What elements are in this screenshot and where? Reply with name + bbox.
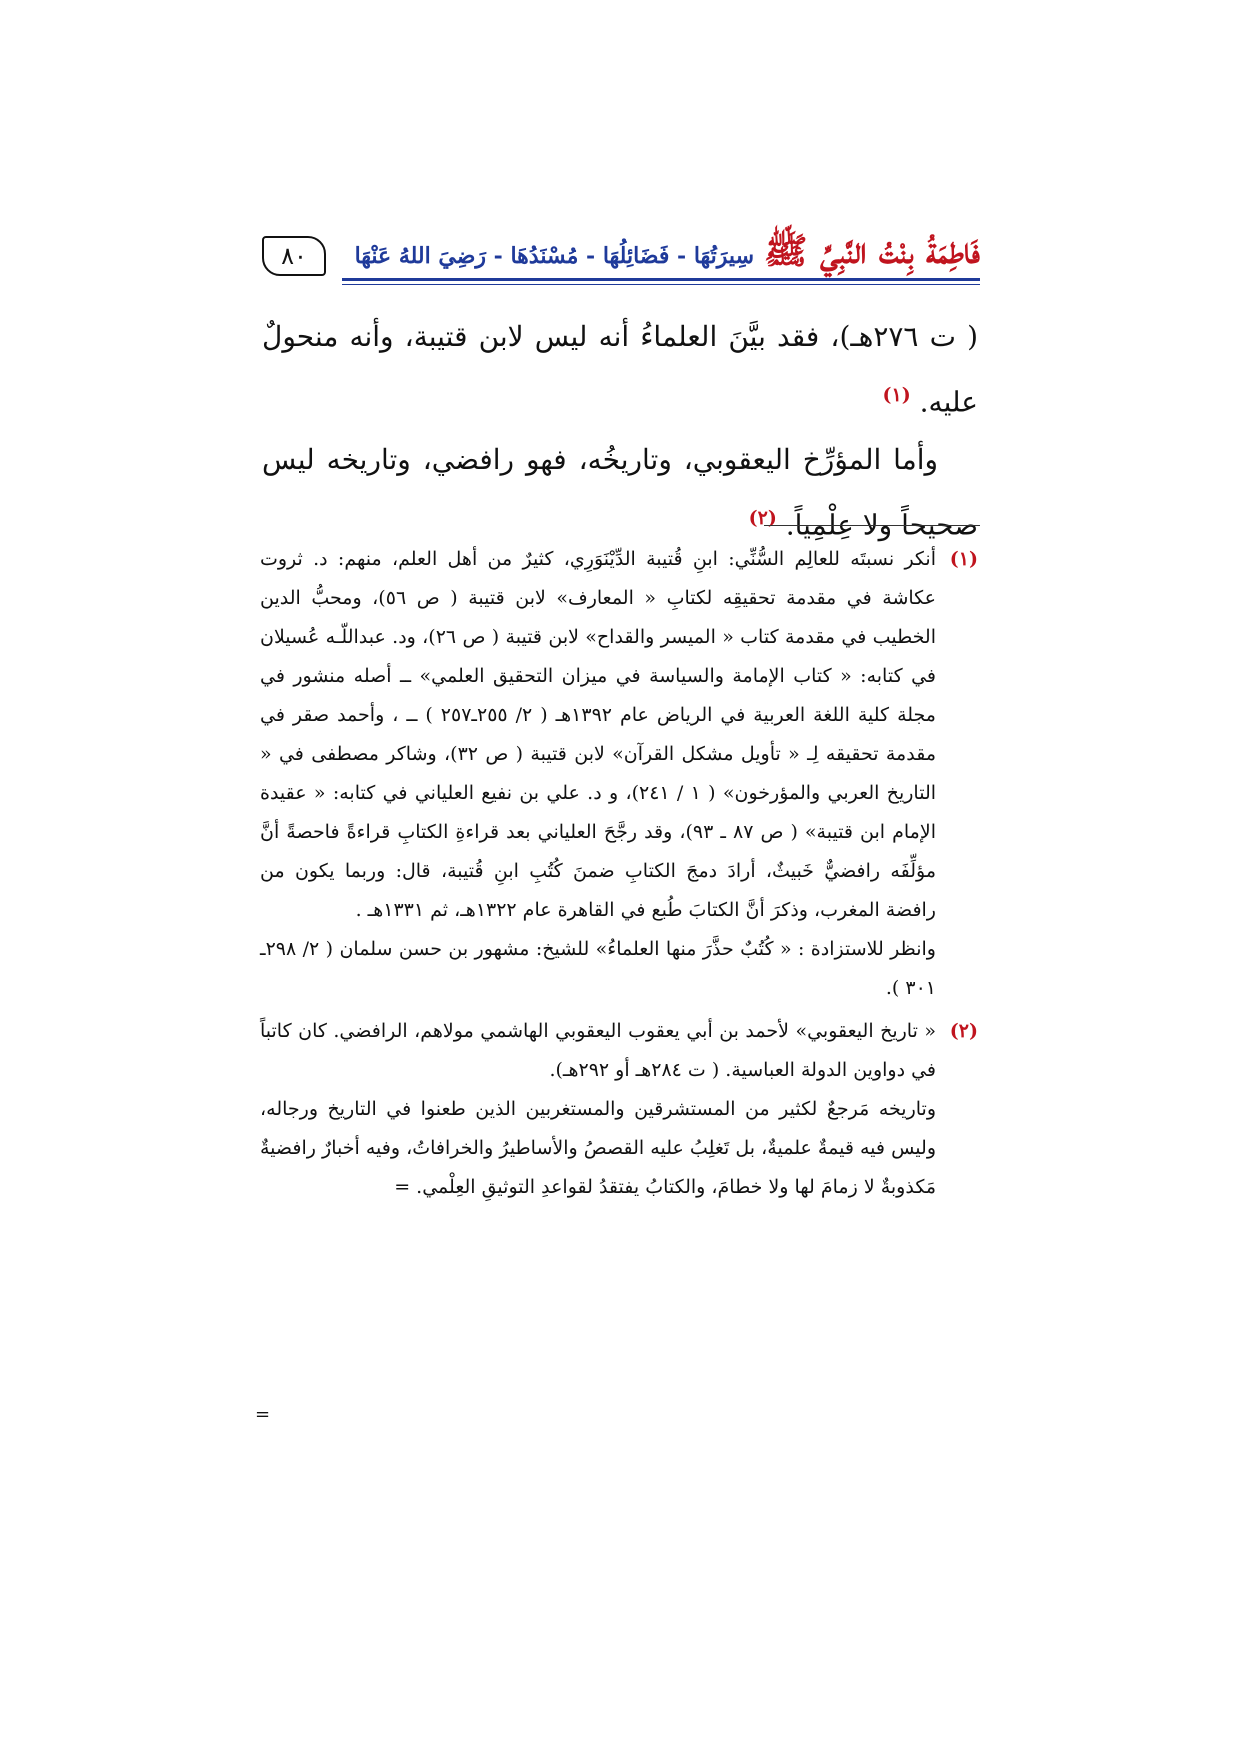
- footnote-reference[interactable]: (٢): [748, 507, 777, 530]
- footnote-paragraph: وتاريخه مَرجعٌ لكثير من المستشرقين والمستغربين الذين طعنوا في التاريخ ورجاله، وليس فيه قيمةٌ علميةٌ، بل تَغلِبُ عليه القصصُ والأساطيرُ والخرافاتُ، وفيه أخبارٌ رافضيةٌ مَكذوبةٌ لا زمامَ لها ولا خطامَ، والكتابُ يفتقدُ لقواعدِ التوثيقِ العِلْمي. =: [260, 1098, 936, 1198]
- running-title: [355, 222, 980, 276]
- page-header: [262, 222, 980, 282]
- header-rule: [342, 278, 980, 281]
- footnote-1: [260, 540, 978, 1008]
- footnote-paragraph: « تاريخ اليعقوبي» لأحمد بن أبي يعقوب اليعقوبي الهاشمي مولاهم، الرافضي. كان كاتباً في دواوين الدولة العباسية. ( ت ٢٨٤هـ أو ٢٩٢هـ).: [260, 1020, 936, 1081]
- main-text: [262, 308, 978, 555]
- main-paragraph-text: وأما المؤرِّخ اليعقوبي، وتاريخُه، فهو رافضي، وتاريخه ليس صحيحاً ولا عِلْمِياً.: [262, 443, 978, 542]
- footnote-2: [260, 1012, 978, 1207]
- main-paragraph: [262, 431, 978, 554]
- main-paragraph-text: ( ت ٢٧٦هـ)، فقد بيَّنَ العلماءُ أنه ليس لابن قتيبة، وأنه منحولٌ عليه.: [262, 320, 978, 419]
- book-title: فَاطِمَةُ بِنْتُ النَّبِيِّ ﷺ: [764, 230, 980, 272]
- footnote-number: (١): [949, 548, 978, 570]
- page-number: ٨٠: [262, 236, 326, 276]
- continuation-mark: =: [255, 1404, 271, 1425]
- footnote-reference[interactable]: (١): [882, 384, 911, 406]
- header-rule-thin: [342, 284, 980, 285]
- footnotes: [260, 540, 978, 1211]
- main-paragraph: [262, 308, 978, 431]
- book-subtitle: سِيرَتُهَا - فَضَائِلُهَا - مُسْنَدُهَا - رَضِيَ اللهُ عَنْهَا: [354, 243, 754, 269]
- footnote-paragraph: وانظر للاستزادة : « كُتُبٌ حذَّرَ منها العلماءُ» للشيخ: مشهور بن حسن سلمان ( ٢/ ٢٩٨ـ ٣٠١ ).: [260, 938, 936, 999]
- footnote-paragraph: أنكر نسبتَه للعالِم السُّنِّي: ابنِ قُتيبة الدِّيْنَوَرِي، كثيرٌ من أهل العلم، منهم: د. ثروت عكاشة في مقدمة تحقيقِه لكتابِ « المعارف» لابن قتيبة ( ص ٥٦)، ومحبُّ الدين الخطيب في مقدمة كتاب « الميسر والقداح» لابن قتيبة ( ص ٢٦)، ود. عبداللّـه عُسيلان في كتابه: « كتاب الإمامة والسياسة في ميزان التحقيق العلمي» ــ أصله منشور في مجلة كلية اللغة العربية في الرياض عام ١٣٩٢هـ ( ٢/ ٢٥٥ـ٢٥٧ ) ــ ، وأحمد صقر في مقدمة تحقيقه لِـ « تأويل مشكل القرآن» لابن قتيبة ( ص ٣٢)، وشاكر مصطفى في « التاريخ العربي والمؤرخون» ( ١ / ٢٤١)، و د. علي بن نفيع العلياني في كتابه: « عقيدة الإمام ابن قتيبة» ( ص ٨٧ ـ ٩٣)، وقد رجَّحَ العلياني بعد قراءةِ الكتابِ قراءةً فاحصةً أنَّ مؤلِّفَه رافضيٌّ خَبيثٌ، أرادَ دمجَ الكتابِ ضمنَ كُتُبِ ابنِ قُتيبة، قال: وربما يكون من رافضة المغرب، وذكرَ أنَّ الكتابَ طُبع في القاهرة عام ١٣٢٢هـ، ثم ١٣٣١هـ .: [260, 548, 937, 921]
- footnote-number: (٢): [949, 1020, 978, 1042]
- footnote-separator: [764, 525, 980, 526]
